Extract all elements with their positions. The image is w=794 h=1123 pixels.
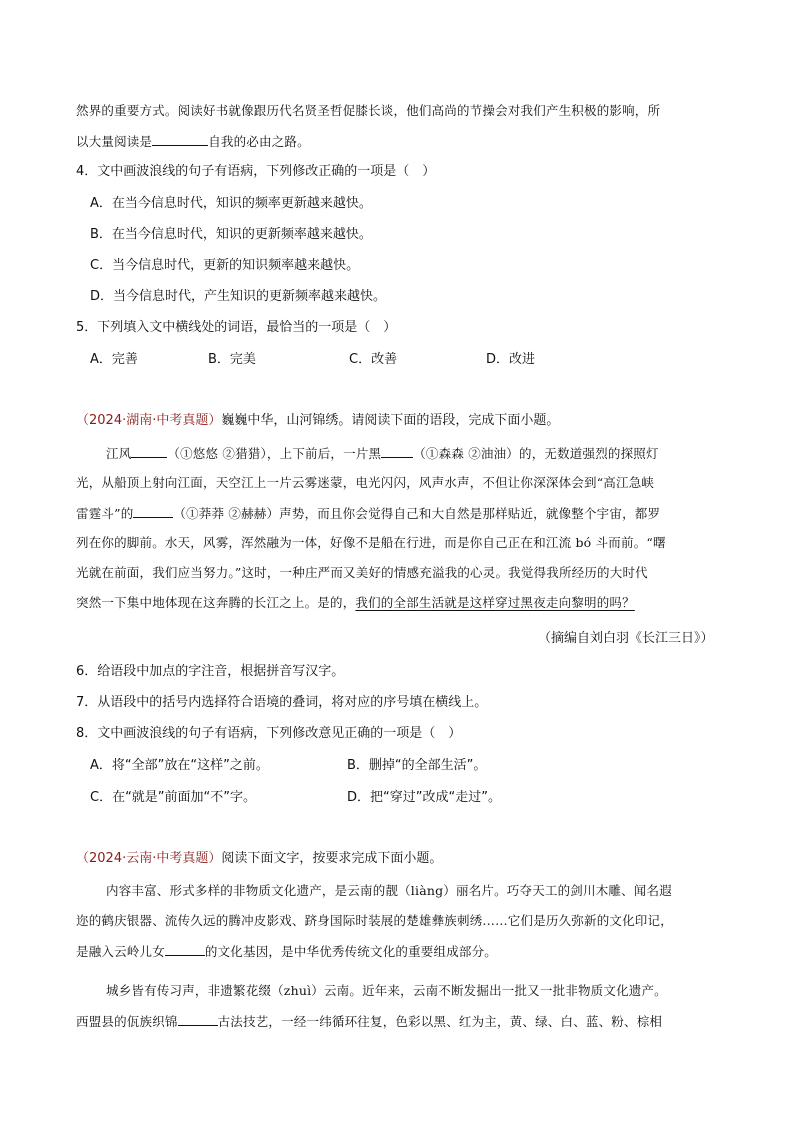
q8-option-c[interactable]: C．在“就是”前面加“不”字。 <box>90 790 257 805</box>
section-intro: 巍巍中华，山河锦绣。请阅读下面的语段，完成下面小题。 <box>221 413 560 428</box>
q5-option-c[interactable]: C．改善 <box>349 352 398 367</box>
question-6-stem: 6．给语段中加点的字注音，根据拼音写汉字。 <box>76 664 345 679</box>
passage-line: 光，从船顶上射向江面，天空江上一片云雾迷蒙，电光闪闪，风声水声，不但让你深深体会到“高江急峡 <box>76 475 655 490</box>
q4-option-d[interactable]: D．当今信息时代，产生知识的更新频率越来越快。 <box>90 289 387 304</box>
section-intro: 阅读下面文字，按要求完成下面小题。 <box>221 851 443 866</box>
passage-text: 自我的必由之路。 <box>208 134 310 149</box>
q4-option-a[interactable]: A．在当今信息时代，知识的频率更新越来越快。 <box>90 196 372 211</box>
passage-line <box>76 132 310 151</box>
fill-blank[interactable] <box>131 444 167 458</box>
q5-option-d[interactable]: D．改进 <box>486 352 536 367</box>
attribution: （摘编自刘白羽《长江三日》） <box>538 631 714 646</box>
fill-blank[interactable] <box>178 1012 218 1026</box>
question-5-stem: 5．下列填入文中横线处的词语，最恰当的一项是（ ） <box>76 320 397 335</box>
q4-option-b[interactable]: B．在当今信息时代，知识的更新频率越来越快。 <box>90 227 372 242</box>
passage-line: 内容丰富、形式多样的非物质文化遗产，是云南的靓（liàng）丽名片。巧夺天工的剑川木雕、闻名遐 <box>106 883 672 898</box>
q8-option-a[interactable]: A．将“全部”放在“这样”之前。 <box>90 758 269 773</box>
passage-line: 江风 （①悠悠 ②猎猎），上下前后，一片黑 （①森森 ②油油）的，无数道强烈的探照灯 <box>106 446 659 461</box>
section-header <box>76 412 559 430</box>
passage-line: 西盟县的佤族织锦 古法技艺，一经一纬循环往复，色彩以黑、红为主，黄、绿、白、蓝、粉、棕相 <box>76 1014 663 1029</box>
fill-blank[interactable] <box>133 504 173 518</box>
q5-option-b[interactable]: B．完美 <box>208 352 256 367</box>
fill-blank[interactable] <box>381 444 413 458</box>
fill-blank[interactable] <box>165 942 205 956</box>
passage-line: 雷霆斗”的 （①莽莽 ②赫赫）声势，而且你会觉得自己和大自然是那样贴近，就像整个宇宙，都罗 <box>76 506 661 521</box>
wavy-underlined-sentence: 我们的全部生活就是这样穿过黑夜走向黎明的吗？ <box>355 595 635 610</box>
source-tag: （2024·云南·中考真题） <box>76 851 222 866</box>
passage-text: 以大量阅读是 <box>76 134 153 149</box>
q5-option-a[interactable]: A．完善 <box>90 352 138 367</box>
question-7-stem: 7．从语段中的括号内选择符合语境的叠词，将对应的序号填在横线上。 <box>76 695 488 710</box>
passage-line: 迩的鹤庆银器、流传久远的腾冲皮影戏、跻身国际时装展的楚雄彝族刺绣……它们是历久弥新的文化印记， <box>76 913 673 928</box>
passage-line: 然界的重要方式。阅读好书就像跟历代名贤圣哲促膝长谈，他们高尚的节操会对我们产生积极的影响，所 <box>76 103 661 118</box>
passage-line: 城乡皆有传习声，非遗繁花缀（zhuì）云南。近年来，云南不断发掘出一批又一批非物质文化遗产。 <box>106 983 667 998</box>
passage-line: 列在你的脚前。水天，风雾，浑然融为一体，好像不是船在行进，而是你自己正在和江流 bó 斗而前。“曙 <box>76 535 666 550</box>
section-header <box>76 850 442 868</box>
q4-option-c[interactable]: C．当今信息时代，更新的知识频率越来越快。 <box>90 258 360 273</box>
passage-line: 光就在前面，我们应当努力。”这时，一种庄严而又美好的情感充溢我的心灵。我觉得我所经历的大时代 <box>76 565 648 580</box>
question-8-stem: 8．文中画波浪线的句子有语病，下列修改意见正确的一项是（ ） <box>76 726 462 741</box>
passage-line: 突然一下集中地体现在这奔腾的长江之上。是的，我们的全部生活就是这样穿过黑夜走向黎明的吗？ <box>76 595 635 610</box>
question-4-stem: 4．文中画波浪线的句子有语病，下列修改正确的一项是（ ） <box>76 164 436 179</box>
passage-line: 是融入云岭儿女 的文化基因，是中华优秀传统文化的重要组成部分。 <box>76 944 498 959</box>
q8-option-b[interactable]: B．删掉“的全部生活”。 <box>347 758 487 773</box>
q8-option-d[interactable]: D．把“穿过”改成“走过”。 <box>347 790 501 805</box>
fill-blank[interactable] <box>152 132 208 146</box>
source-tag: （2024·湖南·中考真题） <box>76 413 222 428</box>
